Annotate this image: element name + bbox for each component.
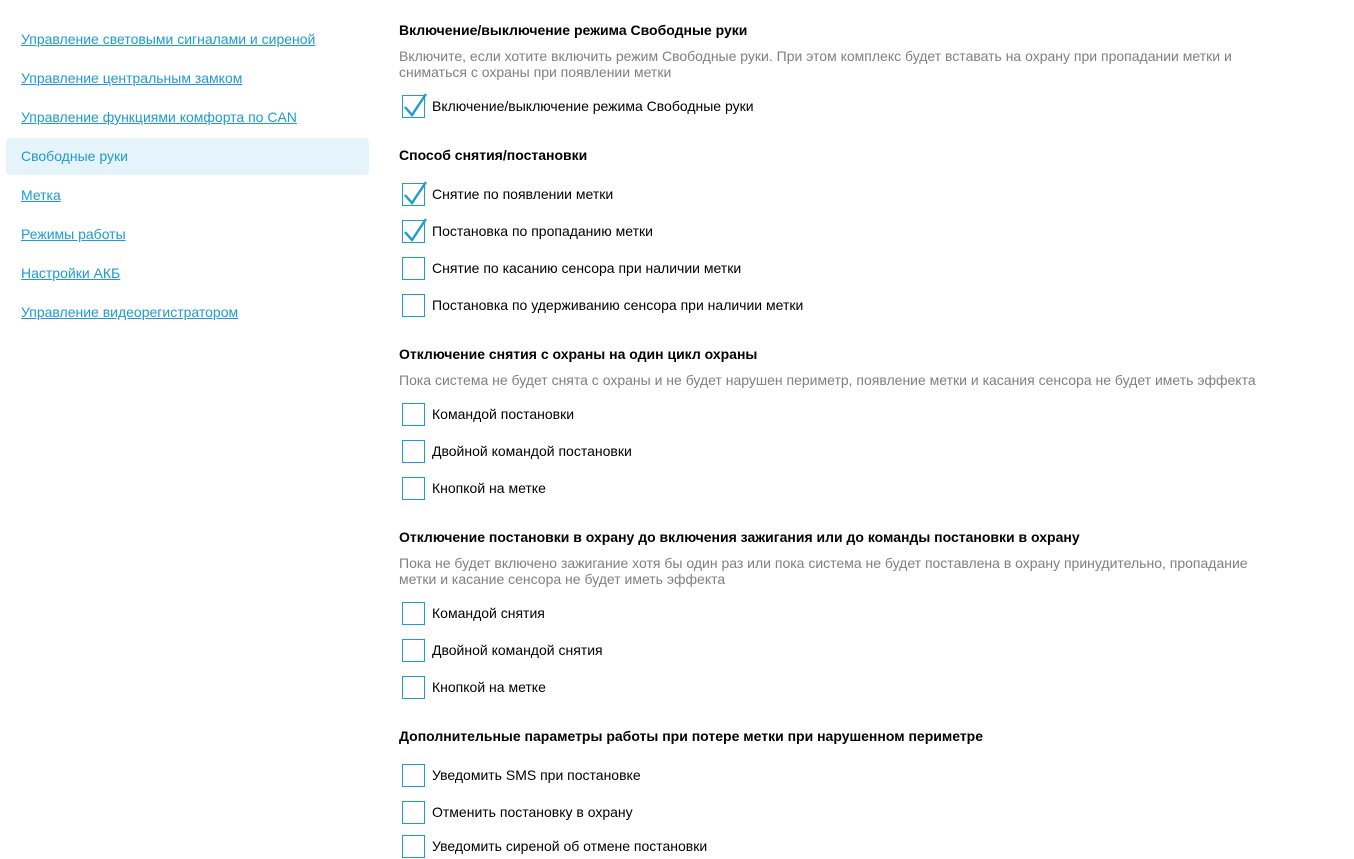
sidebar-item-label[interactable]: Настройки АКБ [21, 265, 121, 281]
sidebar-item-label[interactable]: Управление видеорегистратором [21, 304, 239, 320]
sidebar-item-tag[interactable] [6, 177, 369, 214]
checkmark-icon [402, 216, 428, 244]
option-disarm-on-tag-appear[interactable] [402, 181, 613, 207]
section-description: Включите, если хотите включить режим Свободные руки. При этом комплекс будет вставать на охрану при пропадании метки и сниматься с охраны при появлении метки [399, 48, 1232, 80]
option-tag-button-2[interactable] [402, 674, 546, 700]
section-description: Пока система не будет снята с охраны и не будет нарушен периметр, появление метки и касания сенсора не будет иметь эффекта [399, 372, 1256, 388]
checkbox[interactable] [402, 220, 425, 243]
checkbox[interactable] [402, 477, 425, 500]
option-label: Снятие по касанию сенсора при наличии метки [432, 260, 742, 276]
option-tag-button[interactable] [402, 475, 546, 501]
option-double-disarm-command[interactable] [402, 637, 603, 663]
option-label: Отменить постановку в охрану [432, 804, 633, 820]
sidebar-nav [6, 21, 369, 333]
option-label: Двойной командой постановки [432, 443, 632, 459]
option-disarm-command[interactable] [402, 600, 545, 626]
section-title: Отключение снятия с охраны на один цикл охраны [399, 346, 758, 362]
option-label: Кнопкой на метке [432, 679, 546, 695]
sidebar-item-label[interactable]: Управление функциями комфорта по CAN [21, 109, 297, 125]
checkbox[interactable] [402, 95, 425, 118]
sidebar-item-label[interactable]: Управление световыми сигналами и сиреной [21, 31, 316, 47]
option-label: Кнопкой на метке [432, 480, 546, 496]
sidebar-item-comfort-can[interactable] [6, 99, 369, 136]
checkbox[interactable] [402, 639, 425, 662]
option-label: Уведомить сиреной об отмене постановки [432, 838, 708, 854]
checkbox[interactable] [402, 183, 425, 206]
checkbox[interactable] [402, 403, 425, 426]
option-cancel-arming[interactable] [402, 799, 633, 825]
sidebar-item-modes[interactable] [6, 216, 369, 253]
option-label: Командой снятия [432, 605, 545, 621]
checkbox[interactable] [402, 294, 425, 317]
section-description: Пока не будет включено зажигание хотя бы один раз или пока система не будет поставлена в охрану принудительно, пропадание метки и касание сенсора не будет иметь эффекта [399, 555, 1248, 587]
sidebar-item-dashcam[interactable] [6, 294, 369, 331]
option-label: Двойной командой снятия [432, 642, 603, 658]
sidebar-item-lights-siren[interactable] [6, 21, 369, 58]
option-label: Постановка по пропаданию метки [432, 223, 653, 239]
option-hands-free-toggle[interactable] [402, 93, 754, 119]
checkbox[interactable] [402, 835, 425, 858]
sidebar-item-label[interactable]: Свободные руки [21, 148, 128, 164]
sidebar-item-battery[interactable] [6, 255, 369, 292]
option-label: Включение/выключение режима Свободные руки [432, 98, 754, 114]
checkmark-icon [402, 91, 428, 119]
option-disarm-on-sensor-touch[interactable] [402, 255, 741, 281]
checkbox[interactable] [402, 602, 425, 625]
option-double-arm-command[interactable] [402, 438, 632, 464]
option-arm-on-sensor-hold[interactable] [402, 292, 803, 318]
sidebar-item-label[interactable]: Управление центральным замком [21, 70, 243, 86]
section-title: Дополнительные параметры работы при потере метки при нарушенном периметре [399, 728, 984, 744]
option-arm-on-tag-loss[interactable] [402, 218, 653, 244]
sidebar-item-label[interactable]: Режимы работы [21, 226, 126, 242]
option-label: Командой постановки [432, 406, 575, 422]
option-label: Постановка по удерживанию сенсора при наличии метки [432, 297, 804, 313]
option-label: Уведомить SMS при постановке [432, 767, 641, 783]
option-notify-siren[interactable] [402, 833, 707, 859]
checkbox[interactable] [402, 440, 425, 463]
checkbox[interactable] [402, 676, 425, 699]
option-notify-sms[interactable] [402, 762, 641, 788]
checkbox[interactable] [402, 257, 425, 280]
section-title: Отключение постановки в охрану до включения зажигания или до команды постановки в охрану [399, 529, 1080, 545]
checkbox[interactable] [402, 801, 425, 824]
checkmark-icon [402, 179, 428, 207]
sidebar-item-central-lock[interactable] [6, 60, 369, 97]
option-label: Снятие по появлении метки [432, 186, 614, 202]
section-title: Способ снятия/постановки [399, 147, 588, 163]
section-title: Включение/выключение режима Свободные руки [399, 22, 748, 38]
option-arm-command[interactable] [402, 401, 574, 427]
sidebar-item-hands-free[interactable] [6, 138, 369, 175]
checkbox[interactable] [402, 764, 425, 787]
sidebar-item-label[interactable]: Метка [21, 187, 61, 203]
